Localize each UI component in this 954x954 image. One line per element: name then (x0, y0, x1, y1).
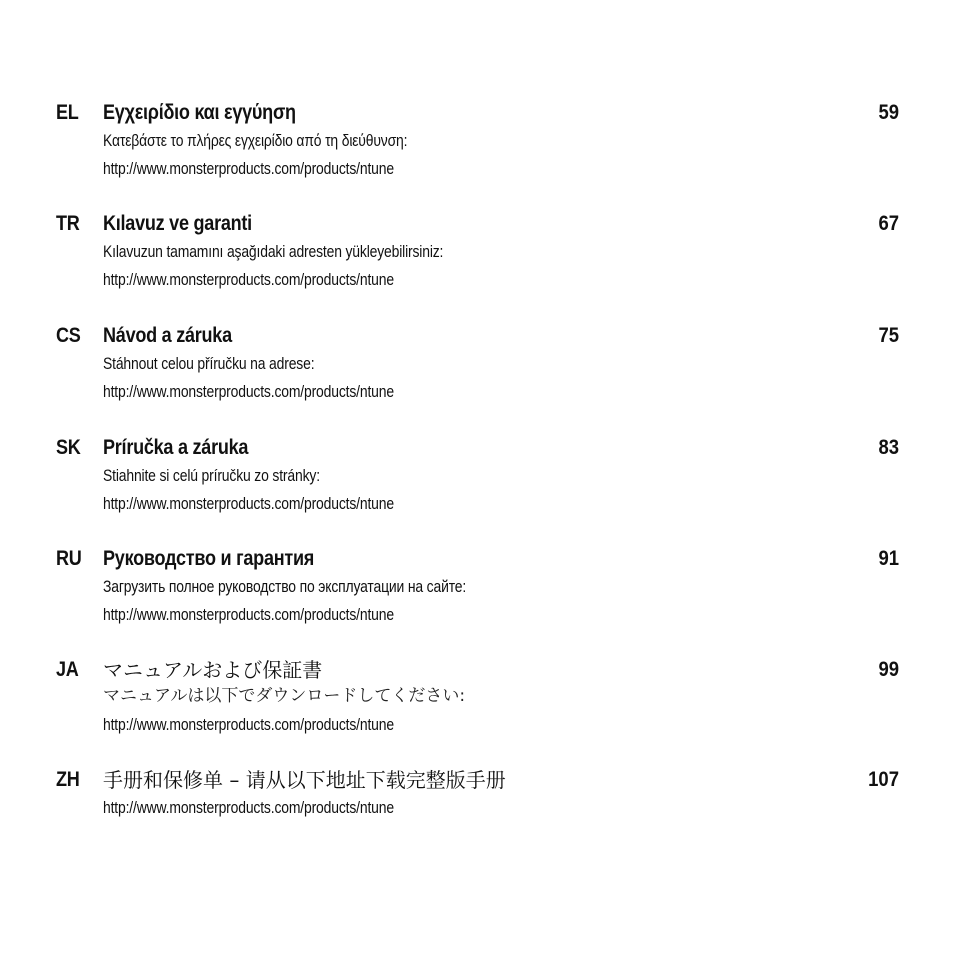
toc-entry-zh (56, 766, 899, 826)
entry-url[interactable]: http://www.monsterproducts.com/products/ntune (103, 159, 394, 178)
entry-title: マニュアルおよび保証書 (103, 658, 323, 682)
entry-content (103, 656, 843, 739)
entry-url[interactable]: http://www.monsterproducts.com/products/ntune (103, 715, 394, 734)
language-code: RU (56, 547, 82, 570)
language-code: CS (56, 324, 81, 347)
toc-entry-tr (56, 210, 899, 300)
language-code: ZH (56, 768, 80, 791)
page-number: 67 (878, 212, 899, 235)
toc-entry-el (56, 99, 899, 189)
page-number: 107 (868, 768, 899, 791)
entry-content (103, 545, 843, 629)
entry-description: Stáhnout celou příručku na adrese: (103, 354, 315, 373)
toc-entry-sk (56, 434, 899, 524)
page-number: 75 (878, 324, 899, 347)
entry-title: Príručka a záruka (103, 436, 249, 459)
language-code: EL (56, 101, 79, 124)
entry-description: Stiahnite si celú príručku zo stránky: (103, 466, 320, 485)
entry-title: Εγχειρίδιο και εγγύηση (103, 101, 296, 124)
entry-description: Κατεβάστε το πλήρες εγχειρίδιο από τη διεύθυνση: (103, 131, 408, 150)
entry-url[interactable]: http://www.monsterproducts.com/products/ntune (103, 382, 394, 401)
entry-title: Návod a záruka (103, 324, 232, 347)
language-code: SK (56, 436, 81, 459)
entry-url[interactable]: http://www.monsterproducts.com/products/ntune (103, 605, 394, 624)
entry-content (103, 99, 843, 183)
entry-content (103, 210, 843, 294)
toc-entry-cs (56, 322, 899, 412)
language-code: TR (56, 212, 80, 235)
page-number: 83 (878, 436, 899, 459)
entry-url[interactable]: http://www.monsterproducts.com/products/ntune (103, 798, 394, 817)
entry-content (103, 766, 843, 822)
entry-url[interactable]: http://www.monsterproducts.com/products/ntune (103, 494, 394, 513)
entry-description: Kılavuzun tamamını aşağıdaki adresten yükleyebilirsiniz: (103, 242, 444, 261)
entry-description: Загрузить полное руководство по эксплуатации на сайте: (103, 577, 467, 596)
page-number: 59 (878, 101, 899, 124)
page-number: 99 (878, 658, 899, 681)
entry-title: Kılavuz ve garanti (103, 212, 252, 235)
page-number: 91 (878, 547, 899, 570)
entry-title: 手册和保修单 – 请从以下地址下载完整版手册 (103, 768, 506, 792)
entry-title: Руководство и гарантия (103, 547, 315, 570)
entry-url[interactable]: http://www.monsterproducts.com/products/ntune (103, 270, 394, 289)
toc-entry-ja (56, 656, 899, 746)
toc-entry-ru (56, 545, 899, 635)
language-code: JA (56, 658, 79, 681)
entry-content (103, 434, 843, 518)
entry-description: マニュアルは以下でダウンロードしてください: (103, 686, 466, 706)
entry-content (103, 322, 843, 406)
